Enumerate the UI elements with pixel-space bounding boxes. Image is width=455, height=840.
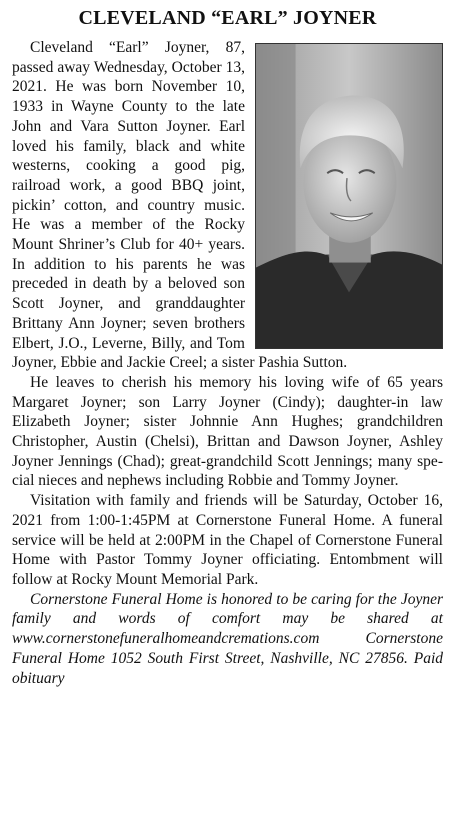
paragraph-intro: Cleveland “Earl” Joyner, 87, passed away Wednesday, October 13, 2021. He was born November 10, 1933 in Wayne County to the late John and Vara Sutton Joyner. Earl loved his family, black and white westerns, cooking a good pig, railroad work, a good BBQ joint, pickin’ cotton, and country music. He was a member of the Rocky Mount Shriner’s Club for 40+ years. In addition to his parents he was preceded in death by a beloved son Scott Joyner, and granddaughter Brittany Ann Joyner; seven brothers Elbert, J.O., Leverne, Billy, and Tom Joyner, Ebbie and Jackie Creel; a sister Pashia Sutton. xyxy=(12,39,348,372)
paragraph-services: Visitation with family and friends will be Saturday, October 16, 2021 from 1:00-1:45PM at Cornerstone Funeral Home. A funeral service will be held at 2:00PM in the Chapel of Cornerstone Funeral Home with Pastor Tommy Joyner officiating. Entombment will follow at Rocky Mount Memorial Park. xyxy=(12,492,443,588)
paragraph-survivors: He leaves to cherish his memory his loving wife of 65 years Margaret Joyner; son Larry Joyner (Cindy); daughter-in law Elizabeth Joyner; sister Johnnie Ann Hughes; grandchildren Christopher, Austin (Chelsi), Brittan and Dawson Joyner, Ashley Joyner Jennings (Chad); great-grandchild Scott Jennings; many special nieces and nephews including Robbie and Tommy Joyner. xyxy=(12,373,443,490)
portrait-image xyxy=(256,44,442,348)
portrait-photo xyxy=(255,43,443,349)
paragraph-closing: Cornerstone Funeral Home is honored to be caring for the Joyner family and words of comfort may be shared at www.cornerstonefuneralhomeandcremations.com Cornerstone Funeral Home 1052 South First Street, Nashville, NC 27856. Paid obituary xyxy=(12,590,443,687)
obituary-title: CLEVELAND “EARL” JOYNER xyxy=(78,7,377,29)
obituary-body xyxy=(12,38,443,688)
